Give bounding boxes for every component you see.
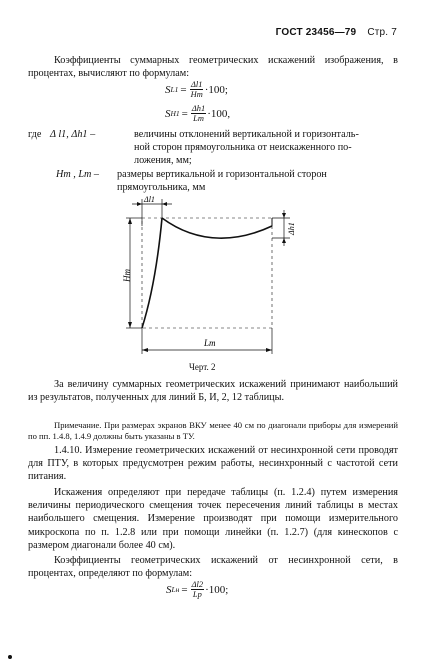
where-desc-line: ной сторон прямоугольника от неискаженного по- bbox=[134, 142, 352, 154]
formula-sh1: S H1 = $\frac{\Delta h1}{Lт}$ ·100, bbox=[165, 104, 231, 123]
formula-lhs: S bbox=[165, 83, 171, 96]
arrow-head bbox=[266, 348, 272, 352]
arrow-head bbox=[128, 322, 132, 328]
distorted-top-edge bbox=[162, 218, 272, 238]
paragraph-method: Искажения определяют при передаче таблицы (п. 1.2.4) путем измерения величины периодического смещения точек пересечения линий таблицы в местах наибольшего смещения. Измерение производят при помощи измерительного микроскопа по п. 1.2.8 или при помощи линейки (п. 1.2.7) (для кинескопов с размером диагонали более 40 см). bbox=[28, 487, 398, 551]
formula-sl1: S L1 = $\frac{\Delta l1}{Hт}$ ·100; bbox=[165, 80, 228, 99]
paragraph-1-4-10: 1.4.10. Измерение геометрических искажений от несинхронной сети проводят для ПТУ, в которых предусмотрен режим работы, несинхронный с частотой сети питания. bbox=[28, 445, 398, 483]
label-delta-l1: Δl1 bbox=[144, 196, 155, 204]
fraction-denominator: Lт bbox=[193, 114, 204, 123]
formula-lhs: S bbox=[166, 583, 172, 596]
fraction-numerator: Δl2 bbox=[191, 580, 204, 589]
formula-tail: ·100, bbox=[207, 107, 231, 120]
fraction bbox=[191, 104, 206, 123]
reference-rectangle bbox=[142, 218, 272, 328]
arrow-head bbox=[128, 218, 132, 224]
standard-number: ГОСТ 23456—79 bbox=[275, 27, 357, 38]
arrow-head bbox=[282, 238, 286, 243]
fraction-numerator: Δl1 bbox=[190, 80, 203, 89]
fraction-denominator: Lр bbox=[192, 590, 202, 599]
where-symbols-1: Δ l1, Δh1 – bbox=[50, 129, 96, 140]
label-lt: Lт bbox=[204, 338, 216, 348]
formula-tail: ·100; bbox=[204, 83, 228, 96]
label-delta-h1: Δh1 bbox=[287, 222, 296, 235]
where-desc-line: размеры вертикальной и горизонтальной сторон bbox=[117, 169, 327, 180]
fraction bbox=[191, 580, 204, 599]
where-symbols-2: Hт , Lт – bbox=[56, 169, 100, 180]
formula-tail: ·100; bbox=[205, 583, 229, 596]
page-header bbox=[276, 27, 397, 38]
where-description-2 bbox=[117, 168, 402, 194]
where-desc-line: величины отклонений вертикальной и горизонталь- bbox=[134, 129, 359, 140]
paragraph-result: За величину суммарных геометрических искажений принимают наибольший из результатов, полученных для линий Б, И, 2, 12 таблицы. bbox=[28, 379, 398, 404]
where-prefix: где bbox=[28, 129, 42, 140]
where-desc-line: ложения, мм; bbox=[134, 155, 192, 167]
where-desc-line: прямоугольника, мм bbox=[117, 182, 206, 194]
paragraph-formulas-intro: Коэффициенты геометрических искажений от несинхронной сети, в процентах, определяют по формулам: bbox=[28, 555, 398, 580]
arrow-head bbox=[137, 202, 142, 206]
paragraph-note: Примечание. При размерах экранов ВКУ менее 40 см по диагонали приборы для измерений по пп. 1.4.8, 1.4.9 должны быть указаны в ТУ. bbox=[28, 420, 398, 441]
fraction bbox=[190, 80, 204, 99]
figure-caption: Черт. 2 bbox=[189, 362, 216, 372]
page-mark bbox=[8, 655, 12, 659]
paragraph-intro: Коэффициенты суммарных геометрических искажений изображения, в процентах, вычисляют по формулам: bbox=[28, 55, 398, 80]
arrow-head bbox=[142, 348, 148, 352]
fraction-numerator: Δh1 bbox=[191, 104, 206, 113]
formula-lhs-sub: H1 bbox=[170, 109, 180, 118]
where-description-1 bbox=[134, 128, 402, 168]
formula-lhs: S bbox=[165, 107, 171, 120]
fraction-denominator: Hт bbox=[190, 90, 203, 99]
distorted-left-edge bbox=[142, 218, 162, 328]
page-number: Стр. 7 bbox=[367, 27, 397, 38]
arrow-head bbox=[162, 202, 167, 206]
formula-lhs-sub: L1 bbox=[170, 85, 179, 94]
formula-sl-async: S Lн = $\frac{\Delta l2}{Lр}$ ·100; bbox=[166, 580, 229, 599]
label-ht: Hт bbox=[122, 269, 132, 282]
formula-lhs-sub: Lн bbox=[171, 585, 180, 594]
arrow-head bbox=[282, 213, 286, 218]
distortion-figure bbox=[120, 196, 300, 358]
